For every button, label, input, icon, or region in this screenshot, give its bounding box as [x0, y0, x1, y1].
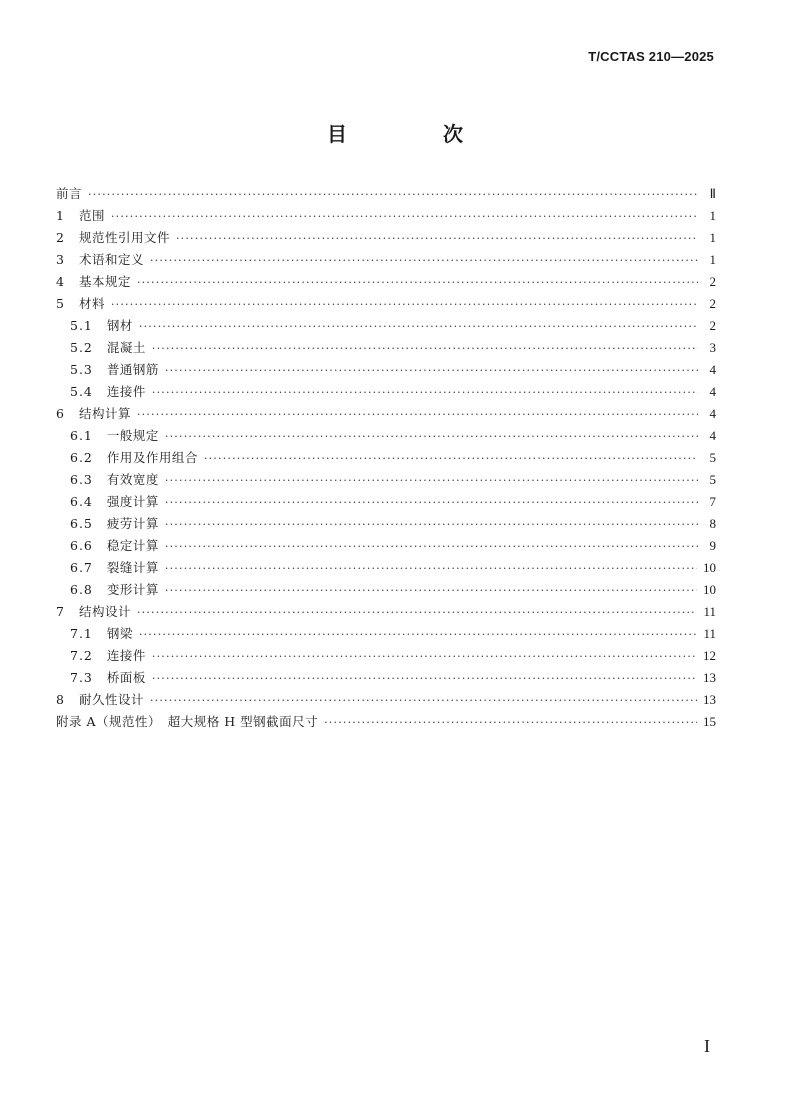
toc-entry-number: 3 [56, 252, 65, 267]
toc-entry-page: 2 [709, 274, 716, 289]
dot-leader [137, 602, 698, 624]
toc-entry-number: 2 [56, 230, 65, 245]
toc-entry-label: 普通钢筋 [106, 362, 159, 377]
toc-entry-label: 钢梁 [106, 626, 133, 641]
dot-leader [165, 492, 698, 514]
toc-entry-label: 附录 A（规范性） 超大规格 H 型钢截面尺寸 [56, 714, 319, 729]
toc-entry-page: 4 [709, 428, 716, 443]
toc-entry-label: 变形计算 [106, 582, 159, 597]
toc-entry[interactable] [56, 381, 716, 403]
toc-entry-number: 6.4 [70, 494, 93, 509]
dot-leader [165, 580, 697, 602]
toc-entry-page: 12 [703, 648, 716, 663]
dot-leader [150, 690, 697, 712]
toc-entry[interactable] [56, 579, 716, 601]
toc-entry-page: Ⅱ [709, 186, 716, 201]
dot-leader [165, 470, 698, 492]
toc-entry[interactable] [56, 535, 716, 557]
dot-leader [165, 558, 697, 580]
toc-entry[interactable] [56, 667, 716, 689]
toc-entry-number: 6.6 [70, 538, 93, 553]
toc-entry-number: 6.1 [70, 428, 93, 443]
dot-leader [88, 184, 698, 206]
toc-entry-label: 范围 [78, 208, 105, 223]
toc-entry-label: 作用及作用组合 [106, 450, 198, 465]
toc-entry-number: 6.2 [70, 450, 93, 465]
toc-entry[interactable] [56, 337, 716, 359]
toc-entry-label: 强度计算 [106, 494, 159, 509]
dot-leader [137, 272, 698, 294]
toc-entry[interactable] [56, 205, 716, 227]
toc-entry-label: 裂缝计算 [106, 560, 159, 575]
toc-entry-label: 混凝土 [106, 340, 146, 355]
dot-leader [111, 294, 698, 316]
toc-entry-page: 4 [709, 406, 716, 421]
toc-entry-number: 1 [56, 208, 65, 223]
toc-entry-page: 1 [709, 252, 716, 267]
toc-entry-label: 结构设计 [78, 604, 131, 619]
dot-leader [152, 382, 698, 404]
toc-entry[interactable] [56, 359, 716, 381]
toc-entry-page: 2 [709, 318, 716, 333]
toc-entry-label: 耐久性设计 [78, 692, 144, 707]
toc-entry[interactable] [56, 425, 716, 447]
toc-entry-number: 5.1 [70, 318, 93, 333]
toc-entry-number: 5.2 [70, 340, 93, 355]
toc-entry[interactable] [56, 403, 716, 425]
dot-leader [137, 404, 698, 426]
toc-entry-page: 13 [703, 692, 716, 707]
dot-leader [165, 360, 698, 382]
toc-entry-label: 结构计算 [78, 406, 131, 421]
toc-entry[interactable] [56, 249, 716, 271]
toc-entry[interactable] [56, 689, 716, 711]
dot-leader [152, 646, 697, 668]
toc-entry-number: 6.8 [70, 582, 93, 597]
toc-entry[interactable] [56, 447, 716, 469]
toc-entry[interactable] [56, 601, 716, 623]
toc-entry[interactable] [56, 227, 716, 249]
toc-entry-label: 钢材 [106, 318, 133, 333]
toc-entry-page: 13 [703, 670, 716, 685]
toc-entry-page: 5 [709, 450, 716, 465]
toc-entry-label: 有效宽度 [106, 472, 159, 487]
dot-leader [150, 250, 698, 272]
toc-entry-label: 一般规定 [106, 428, 159, 443]
toc-entry-label: 材料 [78, 296, 105, 311]
toc-entry-label: 基本规定 [78, 274, 131, 289]
toc-entry[interactable] [56, 513, 716, 535]
toc-entry-page: 7 [709, 494, 716, 509]
page-number: I [704, 1036, 710, 1056]
dot-leader [165, 426, 698, 448]
table-of-contents [56, 183, 716, 733]
document-code: T/CCTAS 210—2025 [588, 49, 714, 64]
toc-entry-label: 连接件 [106, 384, 146, 399]
toc-entry-number: 6 [56, 406, 65, 421]
toc-entry-label: 术语和定义 [78, 252, 144, 267]
toc-entry[interactable] [56, 623, 716, 645]
dot-leader [165, 514, 698, 536]
toc-entry[interactable] [56, 711, 716, 733]
page-title: 目 次 [327, 122, 501, 146]
toc-entry[interactable] [56, 315, 716, 337]
dot-leader [139, 624, 698, 646]
dot-leader [204, 448, 698, 470]
toc-entry-page: 11 [703, 626, 716, 641]
toc-entry-number: 6.7 [70, 560, 93, 575]
toc-entry-page: 8 [709, 516, 716, 531]
toc-entry-number: 5.4 [70, 384, 93, 399]
dot-leader [324, 712, 697, 734]
toc-entry[interactable] [56, 491, 716, 513]
toc-entry[interactable] [56, 469, 716, 491]
toc-entry-page: 10 [703, 560, 716, 575]
toc-entry-page: 1 [709, 230, 716, 245]
toc-entry-label: 前言 [56, 186, 83, 201]
toc-entry[interactable] [56, 271, 716, 293]
toc-entry-number: 7 [56, 604, 65, 619]
dot-leader [111, 206, 698, 228]
toc-entry-number: 8 [56, 692, 65, 707]
toc-entry-page: 5 [709, 472, 716, 487]
toc-entry-page: 11 [703, 604, 716, 619]
toc-entry-number: 5 [56, 296, 65, 311]
toc-entry[interactable] [56, 293, 716, 315]
toc-entry-page: 4 [709, 362, 716, 377]
dot-leader [152, 668, 697, 690]
dot-leader [152, 338, 698, 360]
toc-entry-label: 稳定计算 [106, 538, 159, 553]
dot-leader [176, 228, 698, 250]
toc-entry-page: 2 [709, 296, 716, 311]
toc-entry-label: 连接件 [106, 648, 146, 663]
dot-leader [165, 536, 698, 558]
toc-entry[interactable] [56, 557, 716, 579]
toc-entry-number: 7.3 [70, 670, 93, 685]
toc-entry-number: 4 [56, 274, 65, 289]
dot-leader [139, 316, 698, 338]
toc-entry-page: 15 [703, 714, 716, 729]
toc-entry-page: 1 [709, 208, 716, 223]
toc-entry[interactable] [56, 183, 716, 205]
toc-entry-page: 3 [709, 340, 716, 355]
toc-entry-number: 5.3 [70, 362, 93, 377]
toc-entry-number: 6.5 [70, 516, 93, 531]
toc-entry-label: 疲劳计算 [106, 516, 159, 531]
toc-entry-label: 桥面板 [106, 670, 146, 685]
toc-entry-page: 9 [709, 538, 716, 553]
toc-entry-number: 6.3 [70, 472, 93, 487]
toc-entry-label: 规范性引用文件 [78, 230, 170, 245]
toc-entry-number: 7.2 [70, 648, 93, 663]
toc-entry-number: 7.1 [70, 626, 93, 641]
toc-entry-page: 4 [709, 384, 716, 399]
toc-entry[interactable] [56, 645, 716, 667]
toc-entry-page: 10 [703, 582, 716, 597]
